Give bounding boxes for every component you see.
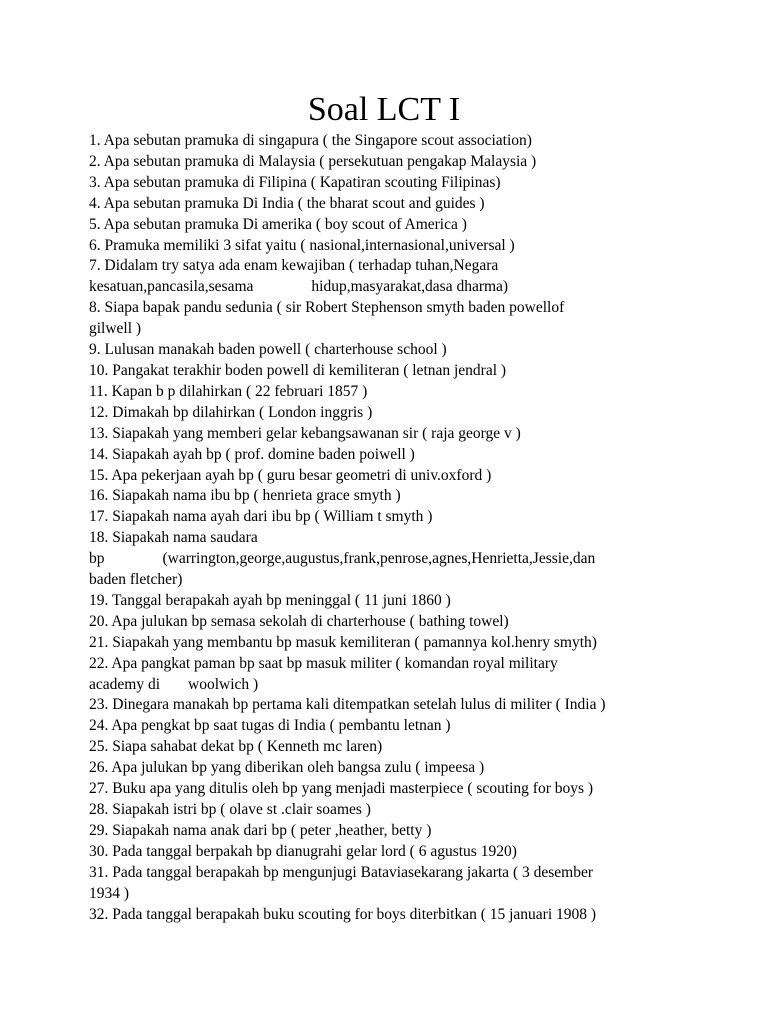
question-line: 27. Buku apa yang ditulis oleh bp yang menjadi masterpiece ( scouting for boys ): [89, 780, 594, 798]
line-segment: (warrington,george,augustus,frank,penrose,agnes,Henrietta,Jessie,dan: [162, 550, 596, 568]
question-line: 13. Siapakah yang memberi gelar kebangsawanan sir ( raja george v ): [89, 424, 521, 442]
question-line: 4. Apa sebutan pramuka Di India ( the bharat scout and guides ): [89, 194, 485, 212]
question-line-continuation: gilwell ): [89, 320, 142, 338]
page-title: Soal LCT I: [307, 91, 461, 128]
question-line: 23. Dinegara manakah bp pertama kali ditempatkan setelah lulus di militer ( India ): [89, 696, 606, 714]
question-line: 2. Apa sebutan pramuka di Malaysia ( persekutuan pengakap Malaysia ): [89, 152, 537, 170]
question-line: 17. Siapakah nama ayah dari ibu bp ( William t smyth ): [89, 508, 433, 526]
question-line: 25. Siapa sahabat dekat bp ( Kenneth mc laren): [89, 738, 383, 756]
question-line: 20. Apa julukan bp semasa sekolah di charterhouse ( bathing towel): [89, 612, 509, 630]
question-line: 18. Siapakah nama saudara: [89, 529, 258, 547]
question-line: 19. Tanggal berapakah ayah bp meninggal ( 11 juni 1860 ): [89, 591, 451, 609]
question-line: 28. Siapakah istri bp ( olave st .clair soames ): [89, 801, 371, 818]
question-line: 32. Pada tanggal berapakah buku scouting for boys diterbitkan ( 15 januari 1908 ): [89, 905, 597, 923]
question-line: 24. Apa pengkat bp saat tugas di India ( pembantu letnan ): [89, 717, 451, 735]
question-line: 10. Pangakat terakhir boden powell di kemiliteran ( letnan jendral ): [89, 361, 507, 379]
question-line: 8. Siapa bapak pandu sedunia ( sir Robert Stephenson smyth baden powellof: [89, 299, 565, 317]
question-list: [89, 131, 689, 925]
question-line: 1. Apa sebutan pramuka di singapura ( the Singapore scout association): [89, 132, 532, 149]
question-line: 21. Siapakah yang membantu bp masuk kemiliteran ( pamannya kol.henry smyth): [89, 633, 597, 651]
question-line: 29. Siapakah nama anak dari bp ( peter ,heather, betty ): [89, 821, 432, 839]
question-line: 31. Pada tanggal berapakah bp mengunjugi Bataviasekarang jakarta ( 3 desember: [89, 863, 593, 881]
line-segment: hidup,masyarakat,dasa dharma): [311, 278, 509, 296]
question-line-continuation: [89, 277, 689, 298]
question-line-continuation: [89, 675, 689, 696]
question-line: 11. Kapan b p dilahirkan ( 22 februari 1857 ): [89, 382, 368, 400]
question-line: 12. Dimakah bp dilahirkan ( London inggris ): [89, 403, 373, 421]
question-line-continuation: 1934 ): [89, 884, 130, 902]
question-line: 30. Pada tanggal berpakah bp dianugrahi gelar lord ( 6 agustus 1920): [89, 842, 517, 860]
question-line: 5. Apa sebutan pramuka Di amerika ( boy scout of America ): [89, 215, 467, 233]
question-line: 3. Apa sebutan pramuka di Filipina ( Kapatiran scouting Filipinas): [89, 173, 501, 191]
line-segment: bp: [89, 550, 105, 568]
line-segment: academy di: [89, 675, 161, 693]
line-segment: kesatuan,pancasila,sesama: [89, 278, 254, 296]
question-line: 6. Pramuka memiliki 3 sifat yaitu ( nasional,internasional,universal ): [89, 236, 515, 254]
question-line: 14. Siapakah ayah bp ( prof. domine baden poiwell ): [89, 445, 415, 463]
question-line: 15. Apa pekerjaan ayah bp ( guru besar geometri di univ.oxford ): [89, 466, 492, 484]
line-segment: woolwich ): [188, 675, 259, 693]
question-line-continuation: baden fletcher): [89, 571, 183, 589]
question-line: 16. Siapakah nama ibu bp ( henrieta grace smyth ): [89, 487, 401, 505]
question-line-continuation: [89, 549, 689, 570]
question-line: 7. Didalam try satya ada enam kewajiban ( terhadap tuhan,Negara: [89, 257, 499, 275]
question-line: 26. Apa julukan bp yang diberikan oleh bangsa zulu ( impeesa ): [89, 759, 485, 777]
question-line: 22. Apa pangkat paman bp saat bp masuk militer ( komandan royal military: [89, 654, 558, 672]
question-line: 9. Lulusan manakah baden powell ( charterhouse school ): [89, 341, 447, 359]
